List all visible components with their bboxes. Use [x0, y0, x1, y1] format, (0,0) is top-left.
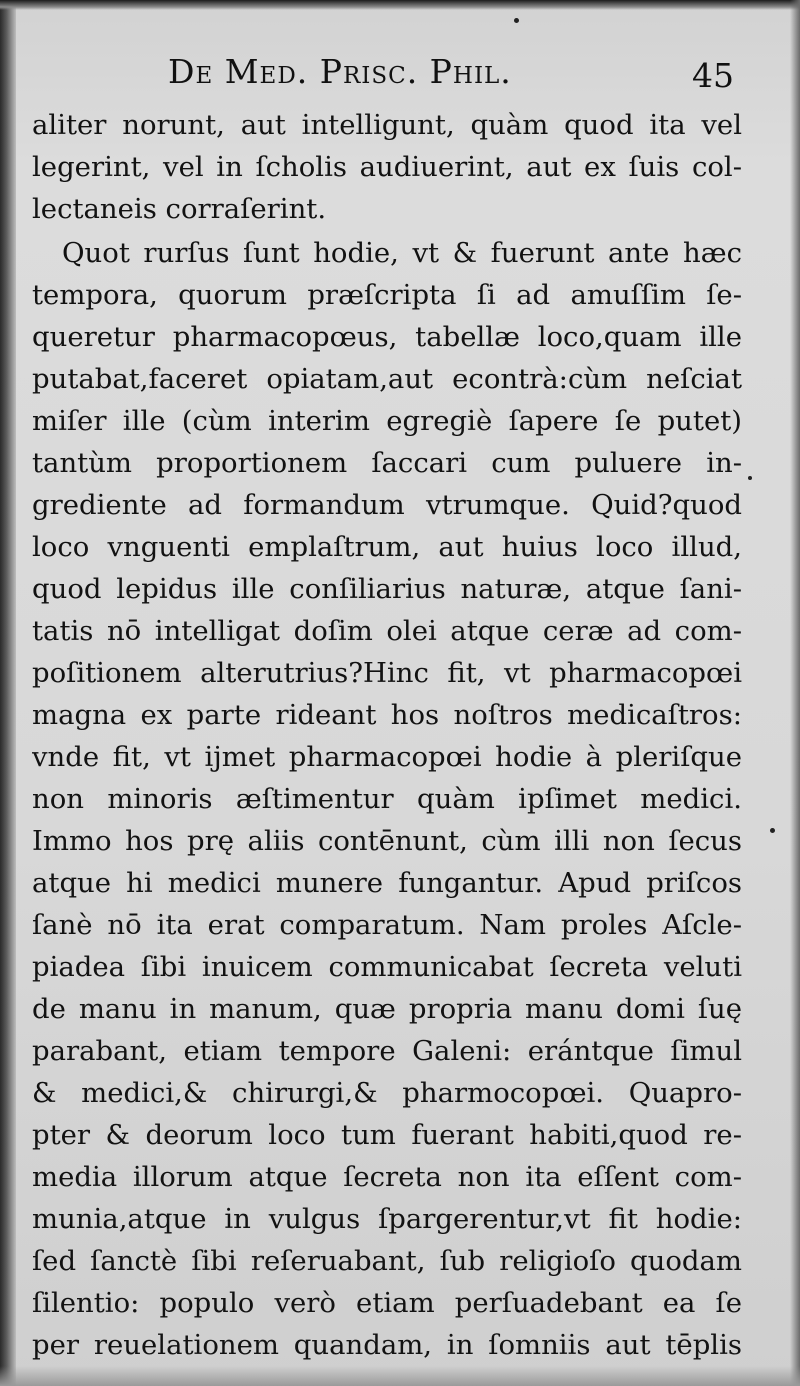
page-number: 45: [692, 56, 734, 95]
text-line: tempora, quorum præſcripta ſi ad amuſſim ſe-: [32, 279, 742, 311]
text-line: poſitionem alterutrius?Hinc fit, vt pharmacopœi: [32, 657, 742, 689]
text-line: putabat,faceret opiatam,aut econtrà:cùm neſciat: [32, 363, 742, 395]
text-line: munia,atque in vulgus ſpargerentur,vt fit hodie:: [32, 1203, 742, 1235]
text-line: atque hi medici munere fungantur. Apud priſcos: [32, 867, 742, 899]
text-line: & medici,& chirurgi,& pharmocopœi. Quapro-: [32, 1077, 742, 1109]
text-line: lectaneis corraſerint.: [32, 193, 327, 225]
text-line: ſilentio: populo verò etiam perſuadebant ea ſe: [32, 1287, 742, 1319]
print-speck: [748, 476, 752, 480]
text-line: ſanè nō ita erat comparatum. Nam proles Aſcle-: [32, 909, 742, 941]
text-line: Immo hos prę aliis contēnunt, cùm illi non ſecus: [32, 825, 742, 857]
page-edge-shadow-right: [790, 0, 800, 1386]
page-header: [0, 52, 800, 102]
text-line: parabant, etiam tempore Galeni: erántque ſimul: [32, 1035, 742, 1067]
text-line: tantùm proportionem ſaccari cum puluere in-: [32, 447, 742, 479]
page-edge-shadow-bottom: [0, 1366, 800, 1386]
text-line: media illorum atque ſecreta non ita eſſent com-: [32, 1161, 742, 1193]
page-edge-shadow-top: [0, 0, 800, 10]
text-line: piadea ſibi inuicem communicabat ſecreta veluti: [32, 951, 742, 983]
page-edge-shadow-left: [0, 0, 16, 1386]
text-line: legerint, vel in ſcholis audiuerint, aut ex ſuis col-: [32, 151, 742, 183]
running-title: De Med. Prisc. Phil.: [168, 52, 512, 91]
text-line: queretur pharmacopœus, tabellæ loco,quam ille: [32, 321, 742, 353]
text-line: non minoris æſtimentur quàm ipſimet medici.: [32, 783, 742, 815]
paragraph-start-line: Quot rurſus ſunt hodie, vt & fuerunt ante hæc: [62, 237, 742, 269]
text-line: per reuelationem quandam, in ſomniis aut tēplis: [32, 1329, 742, 1361]
print-speck: [514, 18, 519, 23]
text-line: quod lepidus ille conſiliarius naturæ, atque ſani-: [32, 573, 742, 605]
text-line: grediente ad formandum vtrumque. Quid?quod: [32, 489, 742, 521]
text-line: ſed ſanctè ſibi reſeruabant, ſub religioſo quodam: [32, 1245, 742, 1277]
text-line: tatis nō intelligat doſim olei atque ceræ ad com-: [32, 615, 742, 647]
text-line: miſer ille (cùm interim egregiè ſapere ſe putet): [32, 405, 742, 437]
text-line: de manu in manum, quæ propria manu domi ſuę: [32, 993, 742, 1025]
text-line: pter & deorum loco tum fuerant habiti,quod re-: [32, 1119, 742, 1151]
text-line: loco vnguenti emplaſtrum, aut huius loco illud,: [32, 531, 742, 563]
text-line: magna ex parte rideant hos noſtros medicaſtros:: [32, 699, 742, 731]
print-speck: [770, 828, 775, 833]
text-line: aliter norunt, aut intelligunt, quàm quod ita vel: [32, 109, 742, 141]
text-line: vnde fit, vt ijmet pharmacopœi hodie à pleriſque: [32, 741, 742, 773]
